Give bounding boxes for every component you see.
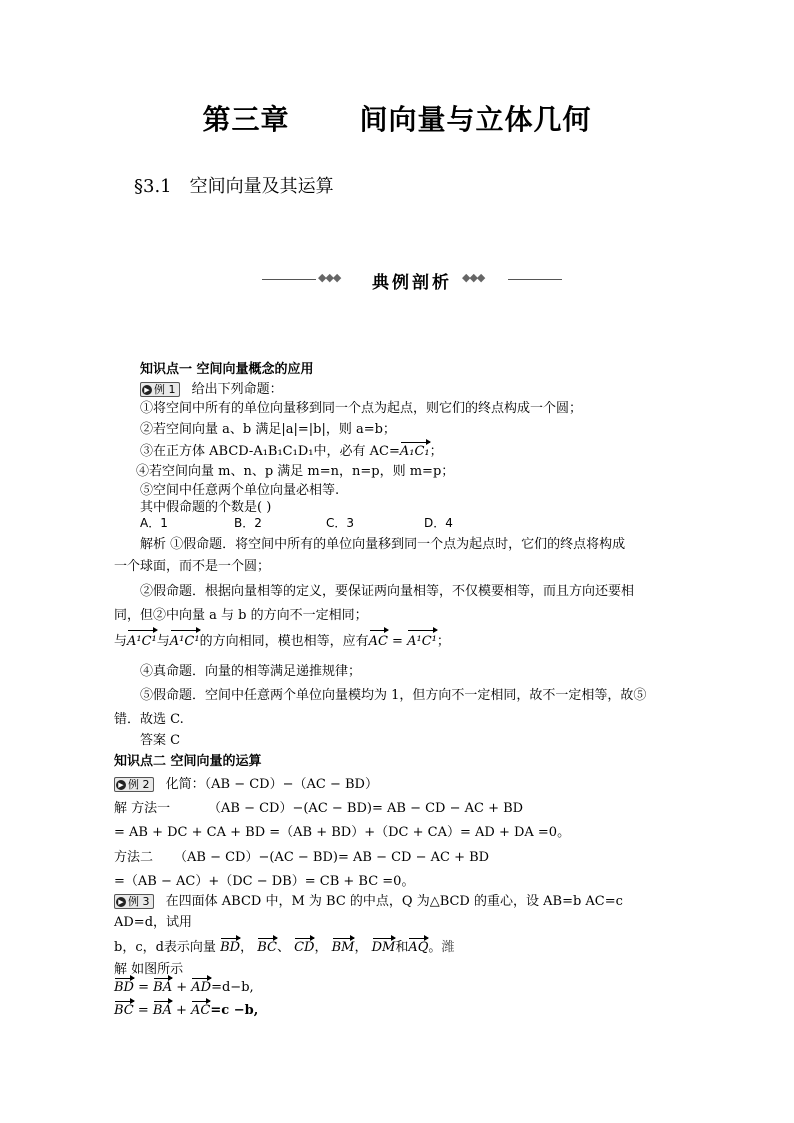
method1-label: 解 方法一 <box>114 801 171 816</box>
example3-eq2: BC = BA + AC=c −b, <box>114 1003 259 1018</box>
solution1-p5a: ⑤假命题．空间中任意两个单位向量模均为 1，但方向不一定相同，故不一定相等，故⑤ <box>140 688 647 703</box>
vector-bd: BD <box>220 940 241 955</box>
section-heading <box>134 172 334 198</box>
banner-deco-left: ◆◆◆ <box>318 271 341 284</box>
watermark-glyph: 潍 <box>441 940 455 955</box>
example3-text-a: 在四面体 ABCD 中，M 为 BC 的中点，Q 为△BCD 的重心，设 AB=b AC=c <box>165 894 623 909</box>
solution1-p4: ④真命题．向量的相等满足递推规律； <box>140 664 362 679</box>
vector-a1c1-a: A¹C¹ <box>127 632 157 652</box>
example1-line <box>140 378 283 397</box>
vector-a1c1-c: A¹C¹ <box>407 632 437 652</box>
example2-badge: ▶ 例 2 <box>114 777 154 792</box>
play-icon: ▶ <box>116 897 126 907</box>
example3-solution-label: 解 如图所示 <box>114 962 184 977</box>
banner-deco-right: ◆◆◆ <box>462 271 485 284</box>
solution1-p3: 与A¹C¹与A¹C¹的方向相同，模也相等，应有AC = A¹C¹； <box>114 632 450 652</box>
example3-text-b: AD=d，试用 <box>114 915 193 930</box>
example2-line <box>114 773 378 792</box>
vector-a1c1: A₁C₁ <box>399 444 430 459</box>
banner-title: 典例剖析 <box>372 273 452 293</box>
vector-cd: CD <box>294 940 315 955</box>
section-number: §3.1 <box>134 176 172 197</box>
method2-step1: （AB − CD）−(AC − BD)= AB − CD − AC + BD <box>174 850 490 865</box>
example3-badge: ▶ 例 3 <box>114 894 154 909</box>
solution1-p1a: 解析 ①假命题．将空间中所有的单位向量移到同一个点为起点时，它们的终点将构成 <box>140 537 626 552</box>
example2-method2 <box>114 846 489 865</box>
chapter-heading <box>0 98 794 138</box>
example1-prompt: 给出下列命题： <box>191 382 283 397</box>
example1-badge: ▶ 例 1 <box>140 382 180 397</box>
example2-method1-step2: = AB + DC + CA + BD =（AB + BD）+（DC + CA）= AD + DA =0。 <box>114 825 571 840</box>
section-banner <box>262 268 562 292</box>
solution1-p5b: 错．故选 C. <box>114 712 184 727</box>
vector-aq: AQ <box>408 940 429 955</box>
example1-item-1: ①将空间中所有的单位向量移到同一个点为起点，则它们的终点构成一个圆； <box>140 401 583 416</box>
chapter-number: 第三章 <box>202 103 290 136</box>
banner-rule-right <box>508 279 562 280</box>
example3-text-c: b，c，d表示向量 BD， BC、 CD， BM， DM和AQ。潍 <box>114 940 455 955</box>
example1-item-3: ③在正方体 ABCD-A₁B₁C₁D₁中，必有 AC=A₁C₁； <box>140 444 443 459</box>
vector-bm: BM <box>331 940 355 955</box>
solution1-answer: 答案 C <box>140 733 181 748</box>
solution1-p1b: 一个球面，而不是一个圆； <box>114 559 271 574</box>
play-icon: ▶ <box>142 385 152 395</box>
solution1-p2a: ②假命题．根据向量相等的定义，要保证两向量相等，不仅模要相等，而且方向还要相 <box>140 584 635 599</box>
example1-item-5: ⑤空间中任意两个单位向量必相等. <box>140 483 340 498</box>
method2-label: 方法二 <box>114 850 154 865</box>
example1-item-2: ②若空间向量 a、b 满足|a|=|b|，则 a=b； <box>140 422 396 437</box>
example1-options <box>140 514 453 531</box>
kp2-heading: 知识点二 空间向量的运算 <box>114 754 262 769</box>
section-title: 空间向量及其运算 <box>189 176 334 197</box>
example1-question: 其中假命题的个数是( ) <box>140 500 272 515</box>
vector-ac: AC <box>369 632 388 652</box>
vector-a1c1-b: A¹C¹ <box>170 632 200 652</box>
solution1-p2b: 同，但②中向量 a 与 b 的方向不一定相同； <box>114 608 368 623</box>
play-icon: ▶ <box>116 780 126 790</box>
example3-line <box>114 890 623 909</box>
vector-dm: DM <box>371 940 396 955</box>
example3-eq1: BD = BA + AD=d−b, <box>114 980 254 995</box>
option-a: A．1 <box>140 516 168 530</box>
option-d: D．4 <box>424 516 453 530</box>
example2-method1 <box>114 797 523 816</box>
example1-item-4: ④若空间向量 m、n、p 满足 m=n，n=p，则 m=p； <box>136 464 455 479</box>
method1-step1: （AB − CD）−(AC − BD)= AB − CD − AC + BD <box>208 801 524 816</box>
kp1-heading: 知识点一 空间向量概念的应用 <box>140 362 314 377</box>
option-b: B．2 <box>234 516 262 530</box>
chapter-title: 间向量与立体几何 <box>359 103 592 136</box>
option-c: C．3 <box>326 516 355 530</box>
example2-expr: 化简：（AB − CD）−（AC − BD） <box>165 777 378 792</box>
vector-bc: BC <box>257 940 277 955</box>
example2-method2-step2: =（AB − AC）+（DC − DB）= CB + BC =0。 <box>114 874 415 889</box>
